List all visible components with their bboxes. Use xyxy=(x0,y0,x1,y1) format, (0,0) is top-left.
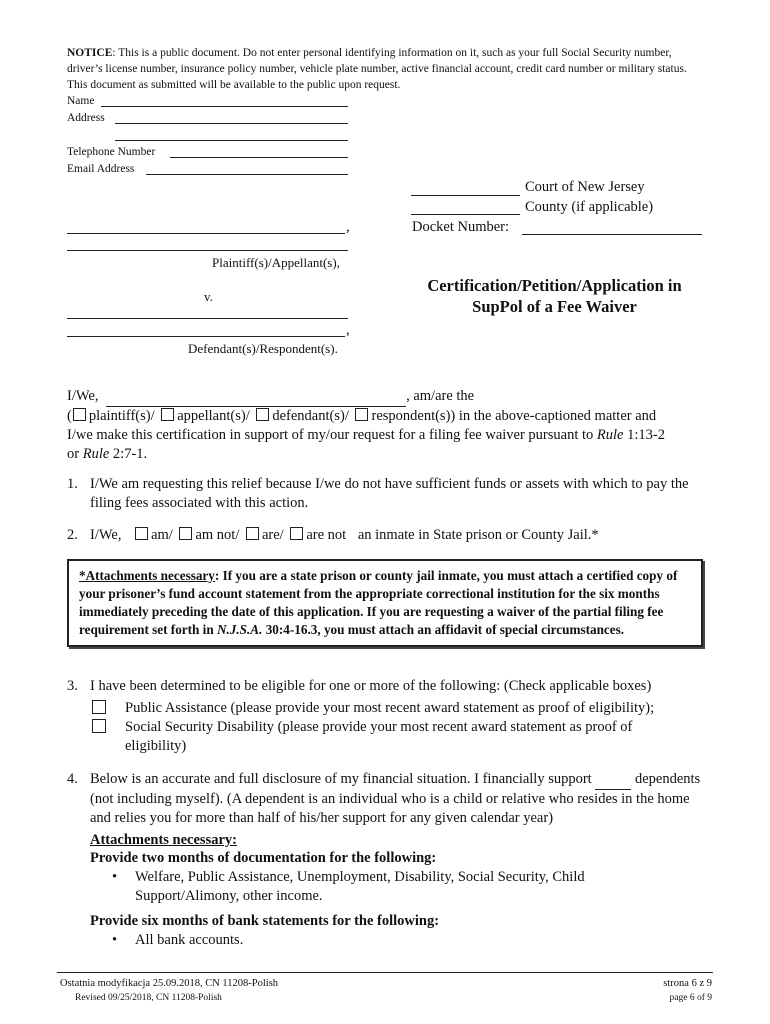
court-name-input-line[interactable] xyxy=(411,195,520,196)
item-4-text-b: dependents (not including myself). (A dependent is an individual who is a child or relative who resides in the home and relies you for more than half of his/her support for any given calendar year) xyxy=(90,771,701,826)
rule2-number: 2:7-1. xyxy=(109,446,148,462)
are-not-label: are not xyxy=(306,527,347,543)
caption-comma-1: , xyxy=(346,219,350,235)
respondent-checkbox[interactable] xyxy=(355,408,368,421)
address-field-row xyxy=(67,110,105,126)
item-1-text: I/We am requesting this relief because I/we do not have sufficient funds or assets with which to pay the filing fees associated with this action. xyxy=(90,476,689,511)
email-field-row xyxy=(67,161,134,177)
footer-divider xyxy=(57,972,713,973)
notice-label: NOTICE xyxy=(67,47,113,59)
names-input-line[interactable] xyxy=(106,387,406,407)
item-2-iwe: I/We, xyxy=(90,527,122,543)
item-1-number: 1. xyxy=(67,476,78,492)
footer-right-2: page 6 of 9 xyxy=(669,993,712,1003)
court-of-nj-label: Court of New Jersey xyxy=(525,179,645,195)
ssd-label-line-2: eligibility) xyxy=(125,738,187,754)
intro-amare: , am/are the xyxy=(406,388,475,404)
inmate-attachment-box xyxy=(67,559,703,647)
footer-left-2: Revised 09/25/2018, CN 11208-Polish xyxy=(75,993,222,1003)
docket-number-label: Docket Number: xyxy=(412,219,510,235)
are-checkbox[interactable] xyxy=(246,527,259,540)
bullet-1-text: Welfare, Public Assistance, Unemployment, Disability, Social Security, Child Support/Alimony, other income. xyxy=(135,869,585,904)
rule2-label: Rule xyxy=(82,446,110,462)
footer-left-1: Ostatnia modyfikacja 25.09.2018, CN 11208-Polish xyxy=(60,978,279,989)
caption-comma-2: , xyxy=(346,322,350,338)
address-label: Address xyxy=(67,112,105,124)
ssd-checkbox[interactable] xyxy=(92,719,106,733)
name-label: Name xyxy=(67,95,95,107)
telephone-label: Telephone Number xyxy=(67,146,156,158)
intro-line-1 xyxy=(67,387,717,407)
intro-or: or xyxy=(67,446,83,462)
intro-iwe: I/We, xyxy=(67,388,99,404)
rule1-label: Rule xyxy=(596,427,624,443)
footer-right-1: strona 6 z 9 xyxy=(663,978,712,989)
am-checkbox[interactable] xyxy=(135,527,148,540)
defendant-input-line-2[interactable] xyxy=(67,336,345,337)
public-assistance-checkbox[interactable] xyxy=(92,700,106,714)
attachment-box-text-1: : If you are a state prison or county jail inmate, you must attach a certified copy of your prisoner’s fund account statement from the appropriate correctional institution for the six months immediately preceding the date of this application. If you are requesting a waiver of the partial filing fee requirement set forth in xyxy=(79,568,678,637)
are-not-checkbox[interactable] xyxy=(290,527,303,540)
defendant-label: Defendant(s)/Respondent(s). xyxy=(188,341,338,356)
plaintiff-input-line-1[interactable] xyxy=(67,233,345,234)
document-title xyxy=(402,275,707,317)
intro-tail: in the above-captioned matter and xyxy=(455,408,657,424)
notice-text: : This is a public document. Do not enter personal identifying information on it, such as your full Social Security number, driver’s license number, insurance policy number, vehicle plate number, active financial account, credit card number or military status. This document as submitted will be available to the public upon request. xyxy=(67,47,687,91)
ssd-label-line-1: Social Security Disability (please provide your most recent award statement as proof of xyxy=(125,719,633,735)
item-3-number: 3. xyxy=(67,678,78,694)
rule1-number: 1:13-2 xyxy=(623,427,665,443)
bullet-1-dot: • xyxy=(112,869,118,885)
am-not-checkbox[interactable] xyxy=(179,527,192,540)
plaintiff-option-label: plaintiff(s)/ xyxy=(88,408,155,424)
address-input-line-1[interactable] xyxy=(115,123,348,124)
bullet-2-dot: • xyxy=(112,932,118,948)
ssd-label xyxy=(125,718,710,756)
item-2-number: 2. xyxy=(67,527,78,543)
item-2-row xyxy=(90,526,599,545)
item-4-text xyxy=(90,770,705,828)
appellant-option-label: appellant(s)/ xyxy=(177,408,250,424)
bullet-2-text: All bank accounts. xyxy=(135,932,244,948)
am-label: am/ xyxy=(151,527,173,543)
title-line-1: Certification/Petition/Application in xyxy=(427,276,682,295)
appellant-checkbox[interactable] xyxy=(161,408,174,421)
email-label: Email Address xyxy=(67,163,135,175)
two-months-heading: Provide two months of documentation for the following: xyxy=(90,850,437,866)
six-months-heading: Provide six months of bank statements for the following: xyxy=(90,913,440,929)
telephone-field-row xyxy=(67,144,155,160)
am-not-label: am not/ xyxy=(195,527,240,543)
attachment-box-heading: *Attachments necessary xyxy=(79,568,215,583)
defendant-input-line-1[interactable] xyxy=(67,318,348,319)
defendant-option-label: defendant(s)/ xyxy=(272,408,349,424)
intro-paragraph xyxy=(67,387,717,464)
intro-line-4 xyxy=(67,445,717,464)
county-label: County (if applicable) xyxy=(525,199,654,215)
statute-reference: N.J.S.A. xyxy=(216,622,263,637)
address-input-line-2[interactable] xyxy=(115,140,348,141)
plaintiff-input-line-2[interactable] xyxy=(67,250,348,251)
item-2-tail: an inmate in State prison or County Jail.* xyxy=(357,527,599,543)
intro-open-paren: ( xyxy=(67,408,72,424)
title-line-2: SupPol of a Fee Waiver xyxy=(472,297,637,316)
item-3-text: I have been determined to be eligible for one or more of the following: (Check applicable boxes) xyxy=(90,678,652,694)
email-input-line[interactable] xyxy=(146,174,348,175)
telephone-input-line[interactable] xyxy=(170,157,348,158)
public-assistance-label: Public Assistance (please provide your most recent award statement as proof of eligibility); xyxy=(125,700,655,716)
name-field-row xyxy=(67,93,94,109)
plaintiff-label: Plaintiff(s)/Appellant(s), xyxy=(212,255,340,270)
respondent-option-label: respondent(s)) xyxy=(371,408,456,424)
intro-line-3 xyxy=(67,426,717,445)
item-4-attachments-heading: Attachments necessary: xyxy=(90,832,237,848)
item-4-number: 4. xyxy=(67,771,78,787)
intro-line3-text: I/we make this certification in support of my/our request for a filing fee waiver pursuant to xyxy=(67,427,597,443)
are-label: are/ xyxy=(261,527,284,543)
item-4-text-a: Below is an accurate and full disclosure of my financial situation. I financially support xyxy=(90,771,596,787)
name-input-line[interactable] xyxy=(101,106,348,107)
versus-label: v. xyxy=(204,289,213,304)
notice-paragraph xyxy=(67,45,707,93)
county-input-line[interactable] xyxy=(411,214,520,215)
attachment-box-text-2: 30:4-16.3, you must attach an affidavit of special circumstances. xyxy=(262,622,625,637)
defendant-checkbox[interactable] xyxy=(256,408,269,421)
intro-line-2 xyxy=(67,407,717,426)
plaintiff-checkbox[interactable] xyxy=(73,408,86,421)
dependents-count-input[interactable] xyxy=(595,770,631,790)
docket-number-input-line[interactable] xyxy=(522,234,702,235)
